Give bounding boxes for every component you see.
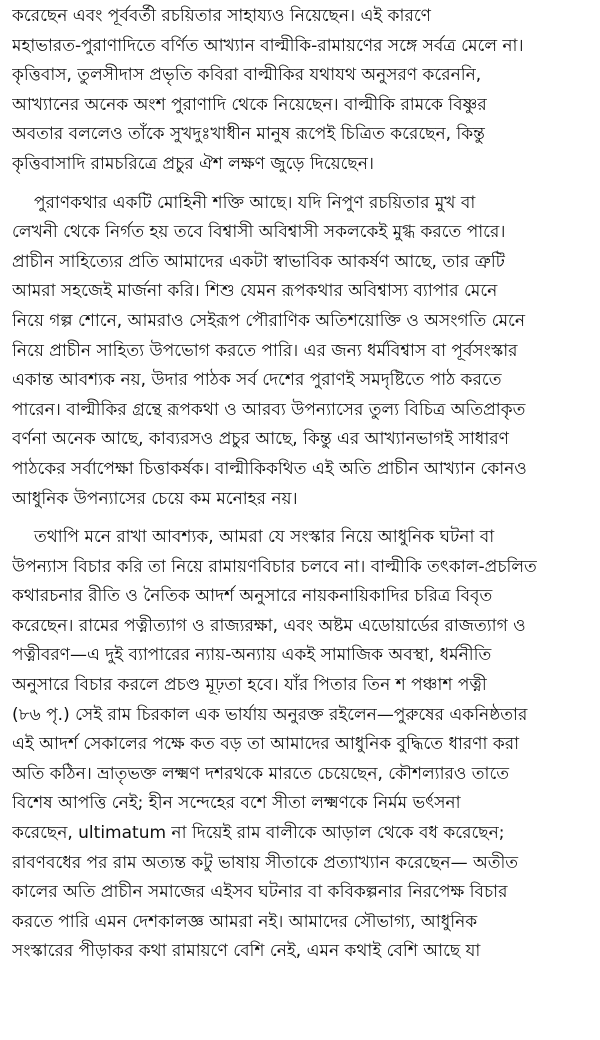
- text-line: পুরাণকথার একটি মোহিনী শক্তি আছে। যদি নিপুণ রচয়িতার মুখ বা: [34, 192, 476, 213]
- text-line: রাবণবধের পর রাম অত্যন্ত কটু ভাষায় সীতাকে প্রত্যাখ্যান করেছেন— অতীত: [12, 852, 519, 873]
- text-line: কৃত্তিবাসাদি রামচরিত্রে প্রচুর ঐশ লক্ষণ জুড়ে দিয়েছেন।: [12, 153, 374, 174]
- paragraph-3: [12, 523, 592, 967]
- text-line: তথাপি মনে রাখা আবশ্যক, আমরা যে সংস্কার নিয়ে আধুনিক ঘটনা বা: [34, 527, 495, 548]
- text-line: পারেন। বাল্মীকির গ্রন্থে রূপকথা ও আরব্য উপন্যাসের তুল্য বিচিত্র অতিপ্রাকৃত: [12, 399, 526, 420]
- text-line: (৮৬ পৃ.) সেই রাম চিরকাল এক ভার্যায় অনুরক্ত রইলেন—পুরুষের একনিষ্ঠতার: [12, 704, 528, 725]
- text-line: মহাভারত-পুরাণাদিতে বর্ণিত আখ্যান বাল্মীকি-রামায়ণের সঙ্গে সর্বত্র মেলে না।: [12, 35, 524, 56]
- text-line: করেছেন, ultimatum না দিয়েই রাম বালীকে আড়াল থেকে বধ করেছেন;: [12, 823, 505, 844]
- text-line: উপন্যাস বিচার করি তা নিয়ে রামায়ণবিচার চলবে না। বাল্মীকি তৎকাল-প্রচলিত: [12, 556, 537, 577]
- paragraph-gap: [12, 180, 592, 189]
- text-line: বর্ণনা অনেক আছে, কাব্যরসও প্রচুর আছে, কিন্তু এর আখ্যানভাগই সাধারণ: [12, 429, 509, 450]
- text-line: আমরা সহজেই মার্জনা করি। শিশু যেমন রূপকথার অবিশ্বাস্য ব্যাপার মেনে: [12, 281, 498, 302]
- paragraph-gap: [12, 514, 592, 523]
- text-line: কৃত্তিবাস, তুলসীদাস প্রভৃতি কবিরা বাল্মীকির যথাযথ অনুসরণ করেননি,: [12, 65, 482, 86]
- text-line: কালের অতি প্রাচীন সমাজের এইসব ঘটনার বা কবিকল্পনার নিরপেক্ষ বিচার: [12, 882, 508, 903]
- text-line: অতি কঠিন। ভ্রাতৃভক্ত লক্ষ্মণ দশরথকে মারতে চেয়েছেন, কৌশল্যারও তাতে: [12, 763, 510, 784]
- text-line: কথারচনার রীতি ও নৈতিক আদর্শ অনুসারে নায়কনায়িকাদির চরিত্র বিবৃত: [12, 586, 493, 607]
- text-line: আধুনিক উপন্যাসের চেয়ে কম মনোহর নয়।: [12, 488, 298, 509]
- text-line: নিয়ে প্রাচীন সাহিত্য উপভোগ করতে পারি। এর জন্য ধর্মবিশ্বাস বা পূর্বসংস্কার: [12, 340, 518, 361]
- text-line: অবতার বললেও তাঁকে সুখদুঃখাধীন মানুষ রূপেই চিত্রিত করেছেন, কিন্তু: [12, 124, 485, 145]
- text-line: করেছেন এবং পূর্ববর্তী রচয়িতার সাহায্যও নিয়েছেন। এই কারণে: [12, 6, 431, 26]
- text-line: অনুসারে বিচার করলে প্রচণ্ড মূঢ়তা হবে। যাঁর পিতার তিন শ পঞ্চাশ পত্নী: [12, 675, 487, 696]
- text-line: প্রাচীন সাহিত্যের প্রতি আমাদের একটা স্বাভাবিক আকর্ষণ আছে, তার ত্রুটি: [12, 251, 505, 272]
- text-line: বিশেষ আপত্তি নেই; হীন সন্দেহের বশে সীতা লক্ষ্মণকে নির্মম ভর্ৎসনা: [12, 793, 461, 814]
- text-line: সংস্কারের পীড়াকর কথা রামায়ণে বেশি নেই, এমন কথাই বেশি আছে যা: [12, 941, 481, 962]
- text-line: এই আদর্শ সেকালের পক্ষে কত বড় তা আমাদের আধুনিক বুদ্ধিতে ধারণা করা: [12, 734, 520, 755]
- text-line: করতে পারি এমন দেশকালজ্ঞ আমরা নই। আমাদের সৌভাগ্য, আধুনিক: [12, 911, 478, 932]
- text-line: নিয়ে গল্প শোনে, আমরাও সেইরূপ পৌরাণিক অতিশয়োক্তি ও অসংগতি মেনে: [12, 310, 526, 331]
- text-line: আখ্যানের অনেক অংশ পুরাণাদি থেকে নিয়েছেন। বাল্মীকি রামকে বিষ্ণুর: [12, 94, 487, 115]
- text-line: একান্ত আবশ্যক নয়, উদার পাঠক সর্ব দেশের পুরাণই সমদৃষ্টিতে পাঠ করতে: [12, 370, 502, 391]
- text-line: করেছেন। রামের পত্নীত্যাগ ও রাজ্যরক্ষা, এবং অষ্টম এডোয়ার্ডের রাজত্যাগ ও: [12, 615, 526, 636]
- paragraph-2: [12, 189, 592, 515]
- text-line: পত্নীবরণ—এ দুই ব্যাপারের ন্যায়-অন্যায় একই সামাজিক অবস্থা, ধর্মনীতি: [12, 645, 492, 666]
- text-line: পাঠকের সর্বাপেক্ষা চিত্তাকর্ষক। বাল্মীকিকথিত এই অতি প্রাচীন আখ্যান কোনও: [12, 458, 527, 479]
- paragraph-1: [12, 2, 592, 180]
- text-line: লেখনী থেকে নির্গত হয় তবে বিশ্বাসী অবিশ্বাসী সকলকেই মুগ্ধ করতে পারে।: [12, 222, 506, 243]
